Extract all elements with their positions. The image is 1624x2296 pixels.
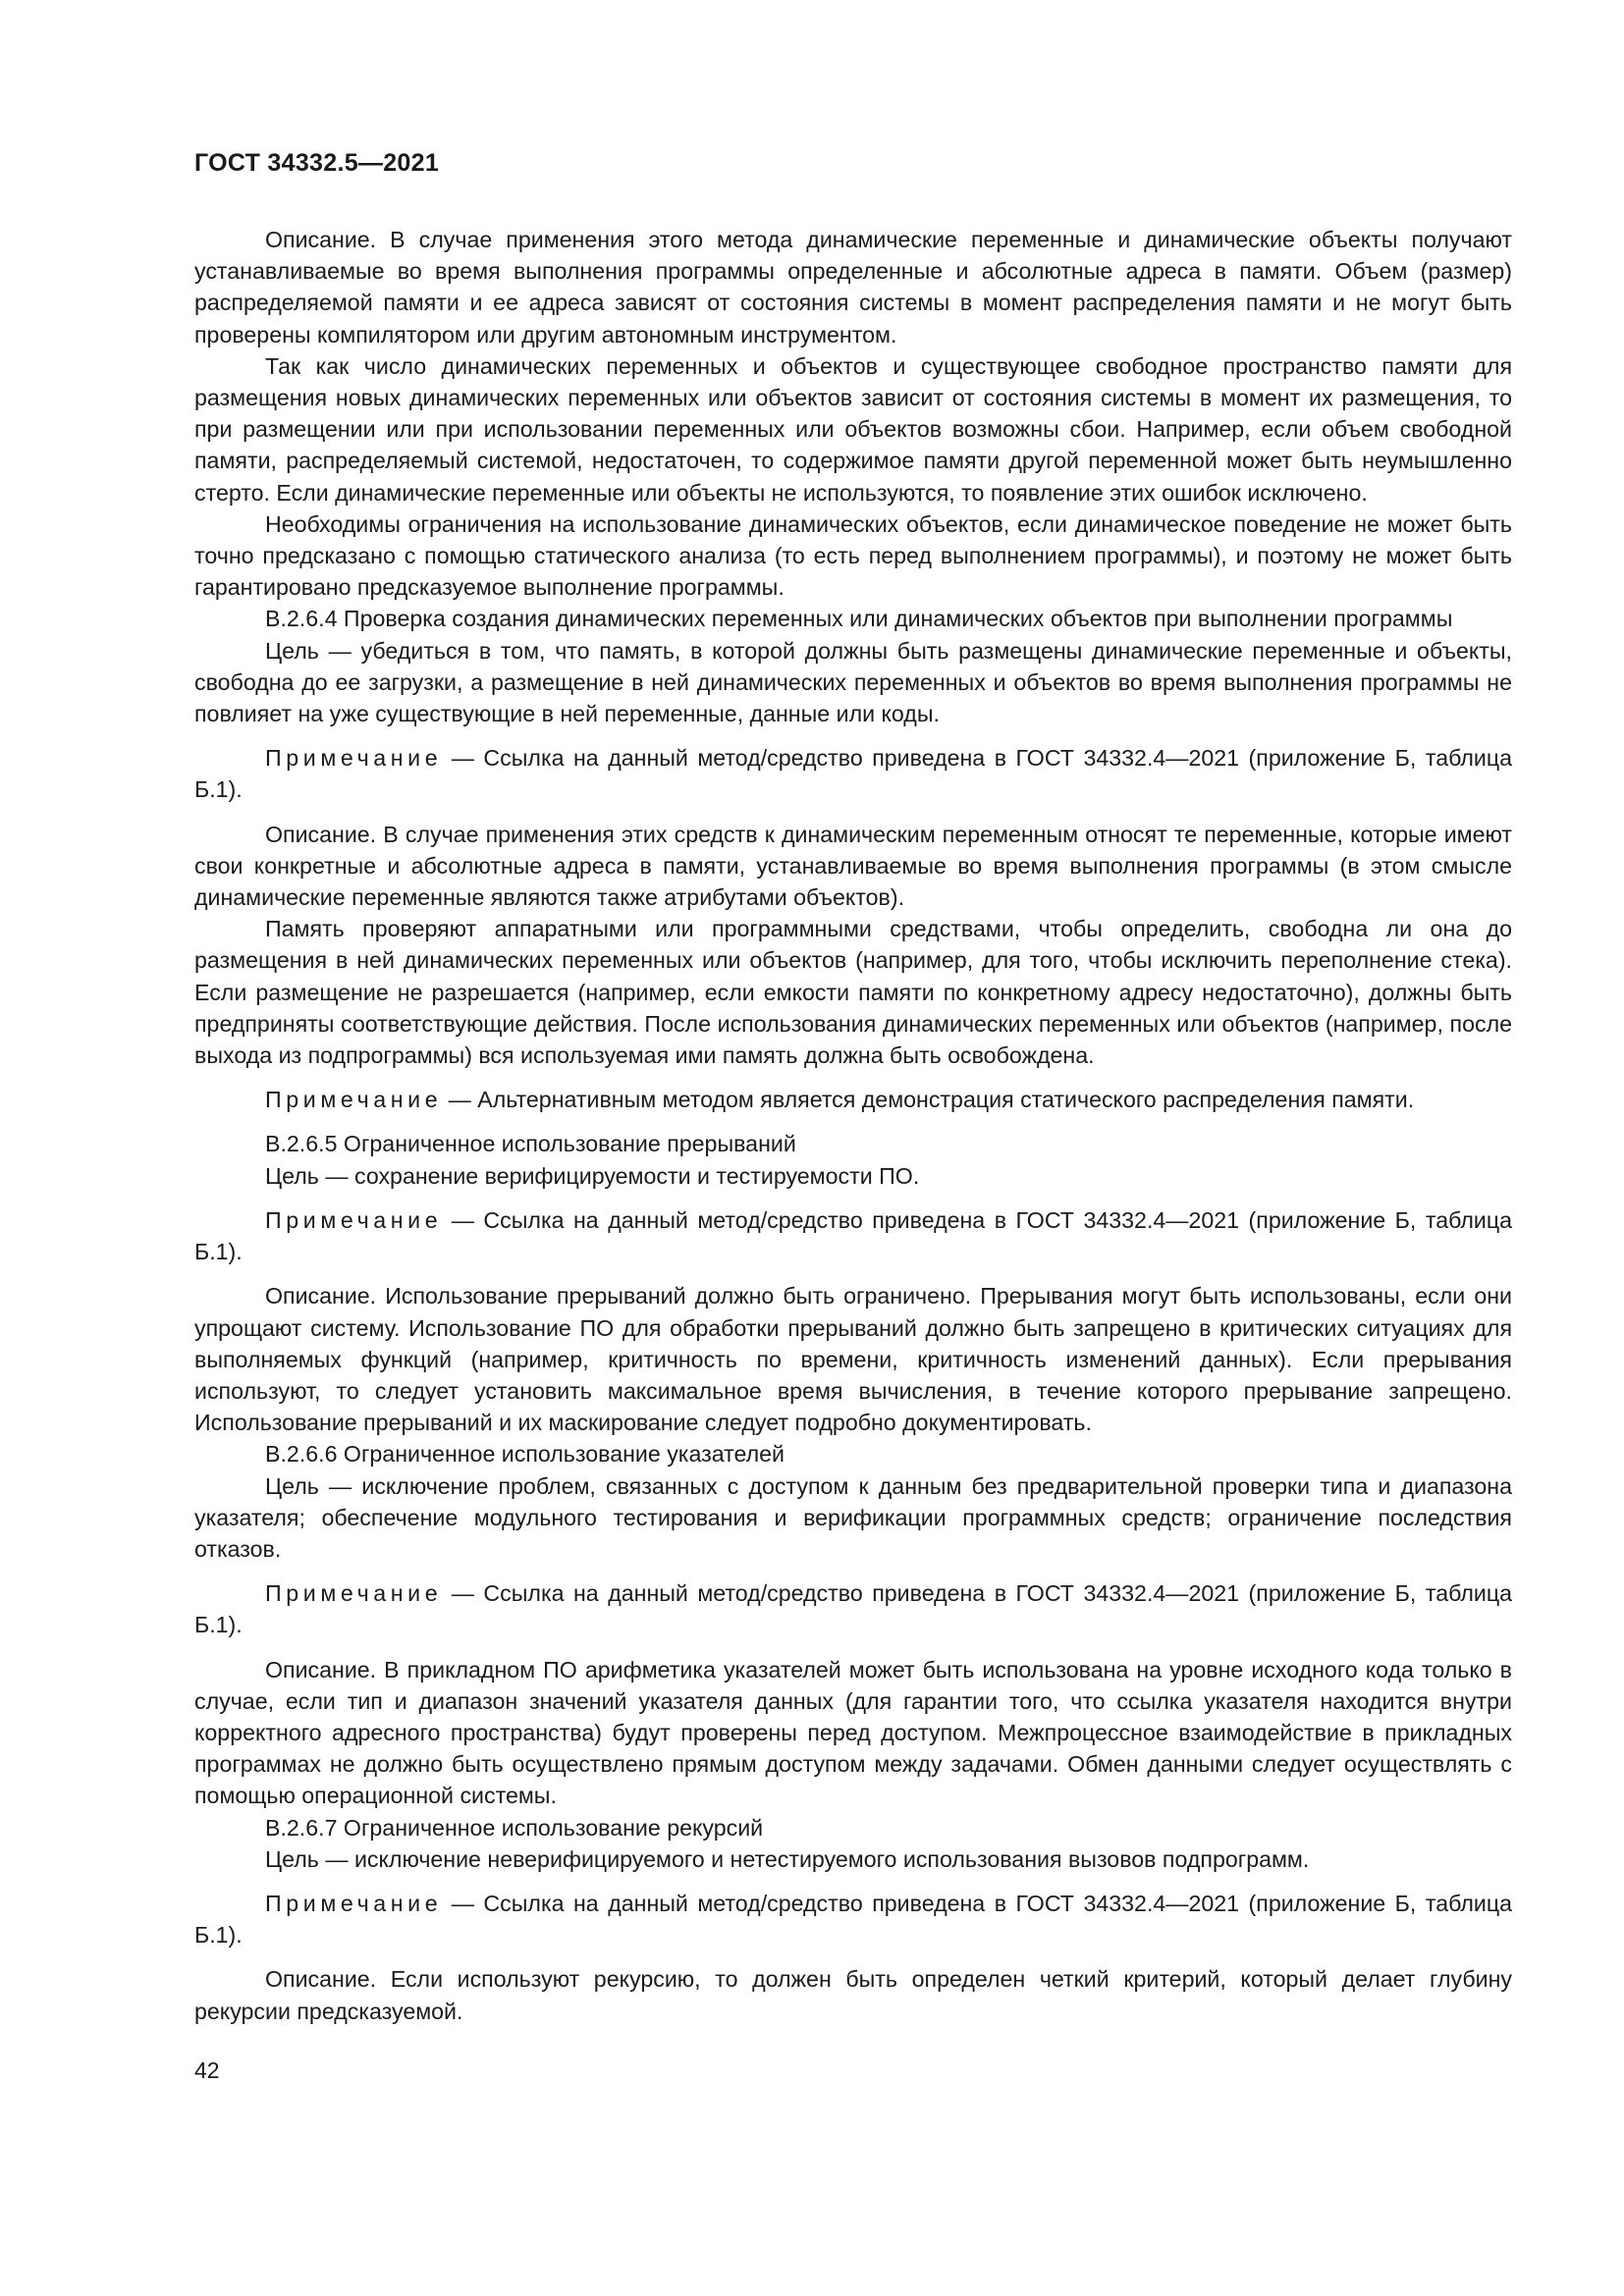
note-label: Примечание xyxy=(265,1206,443,1233)
note-paragraph xyxy=(194,1577,1512,1640)
note-label: Примечание xyxy=(265,745,443,772)
body-paragraph: Цель — убедиться в том, что память, в которой должны быть размещены динамические переменные и объекты, свободна до ее загрузки, а размещение в ней динамических переменных и объектов во время выполнения программы не повлияет на уже существующие в ней переменные, данные или коды. xyxy=(194,637,1512,727)
body-paragraph: Цель — исключение неверифицируемого и нетестируемого использования вызовов подпрограмм. xyxy=(265,1845,1310,1872)
body-paragraph: Описание. Использование прерываний должно быть ограничено. Прерывания могут быть использованы, если они упрощают систему. Использование ПО для обработки прерываний должно быть запрещено в критических ситуациях для выполняемых функций (например, критичность по времени, критичность изменений данных). Если прерывания используют, то следует установить максимальное время вычисления, в течение которого прерывание запрещено. Использование прерываний и их маскирование следует подробно документировать. xyxy=(194,1283,1512,1436)
note-text: — Ссылка на данный метод/средство приведена в ГОСТ 34332.4—2021 (приложение Б, таблица Б.1). xyxy=(194,1890,1512,1949)
body-paragraph: Описание. В прикладном ПО арифметика указателей может быть использована на уровне исходного кода только в случае, если тип и диапазон значений указателя данных (для гарантии того, что ссылка указателя находится внутри корректного адресного пространства) будут проверены перед доступом. Межпроцессное взаимодействие в прикладных программах не должно быть осуществлено прямым доступом между задачами. Обмен данными следует осуществлять с помощью операционной системы. xyxy=(194,1656,1512,1809)
body-paragraph: Так как число динамических переменных и объектов и существующее свободное пространство памяти для размещения новых динамических переменных или объектов зависит от состояния системы в момент их размещения, то при размещении или при использовании переменных или объектов возможны сбои. Например, если объем свободной памяти, распределяемый системой, недостаточен, то содержимое памяти другой переменной может быть неумышленно стерто. Если динамические переменные или объекты не используются, то появление этих ошибок исключено. xyxy=(194,352,1512,506)
body-paragraph: Необходимы ограничения на использование динамических объектов, если динамическое поведение не может быть точно предсказано с помощью статического анализа (то есть перед выполнением программы), и поэтому не может быть гарантировано предсказуемое выполнение программы. xyxy=(194,510,1512,601)
note-paragraph xyxy=(194,742,1512,805)
note-text: — Ссылка на данный метод/средство приведена в ГОСТ 34332.4—2021 (приложение Б, таблица Б.1). xyxy=(194,1206,1512,1265)
note-label: Примечание xyxy=(265,1087,443,1113)
note-label: Примечание xyxy=(265,1580,443,1607)
page-number: 42 xyxy=(194,2057,220,2083)
body-paragraph: Память проверяют аппаратными или программными средствами, чтобы определить, свободна ли она до размещения в ней динамических переменных или объектов (например, для того, чтобы исключить переполнение стека). Если размещение не разрешается (например, если емкости памяти по конкретному адресу недостаточно), должны быть предприняты соответствующие действия. После использования динамических переменных или объектов (например, после выхода из подпрограммы) вся используемая ими память должна быть освобождена. xyxy=(194,916,1512,1069)
note-text: — Альтернативным методом является демонстрация статического распределения памяти. xyxy=(442,1087,1415,1113)
body-paragraph: В.2.6.5 Ограниченное использование прерываний xyxy=(265,1131,796,1157)
body-paragraph: Описание. В случае применения этого метода динамические переменные и динамические объекты получают устанавливаемые во время выполнения программы определенные и абсолютные адреса в памяти. Объем (размер) распределяемой памяти и ее адреса зависят от состояния системы в момент распределения памяти и не могут быть проверены компилятором или другим автономным инструментом. xyxy=(194,227,1512,347)
body-paragraph: Описание. Если используют рекурсию, то должен быть определен четкий критерий, который делает глубину рекурсии предсказуемой. xyxy=(194,1966,1512,2024)
note-text: — Ссылка на данный метод/средство приведена в ГОСТ 34332.4—2021 (приложение Б, таблица Б.1). xyxy=(194,745,1512,803)
note-text: — Ссылка на данный метод/средство приведена в ГОСТ 34332.4—2021 (приложение Б, таблица Б.1). xyxy=(194,1580,1512,1638)
page-header: ГОСТ 34332.5—2021 xyxy=(194,149,440,177)
note-label: Примечание xyxy=(265,1890,443,1916)
note-paragraph xyxy=(194,1204,1512,1267)
body-paragraph: Цель — исключение проблем, связанных с доступом к данным без предварительной проверки типа и диапазона указателя; обеспечение модульного тестирования и верификации программных средств; ограничение последствия отказов. xyxy=(194,1472,1512,1562)
body-paragraph: В.2.6.7 Ограниченное использование рекурсий xyxy=(265,1814,764,1841)
document-body xyxy=(194,224,1512,2027)
note-paragraph xyxy=(194,1084,1512,1115)
note-paragraph xyxy=(194,1888,1512,1950)
body-paragraph: В.2.6.4 Проверка создания динамических переменных или динамических объектов при выполнении программы xyxy=(265,606,1453,632)
body-paragraph: Описание. В случае применения этих средств к динамическим переменным относят те переменные, которые имеют свои конкретные и абсолютные адреса в памяти, устанавливаемые во время выполнения программы (в этом смысле динамические переменные являются также атрибутами объектов). xyxy=(194,821,1512,911)
body-paragraph: В.2.6.6 Ограниченное использование указателей xyxy=(265,1441,785,1468)
body-paragraph: Цель — сохранение верифицируемости и тестируемости ПО. xyxy=(265,1162,920,1189)
